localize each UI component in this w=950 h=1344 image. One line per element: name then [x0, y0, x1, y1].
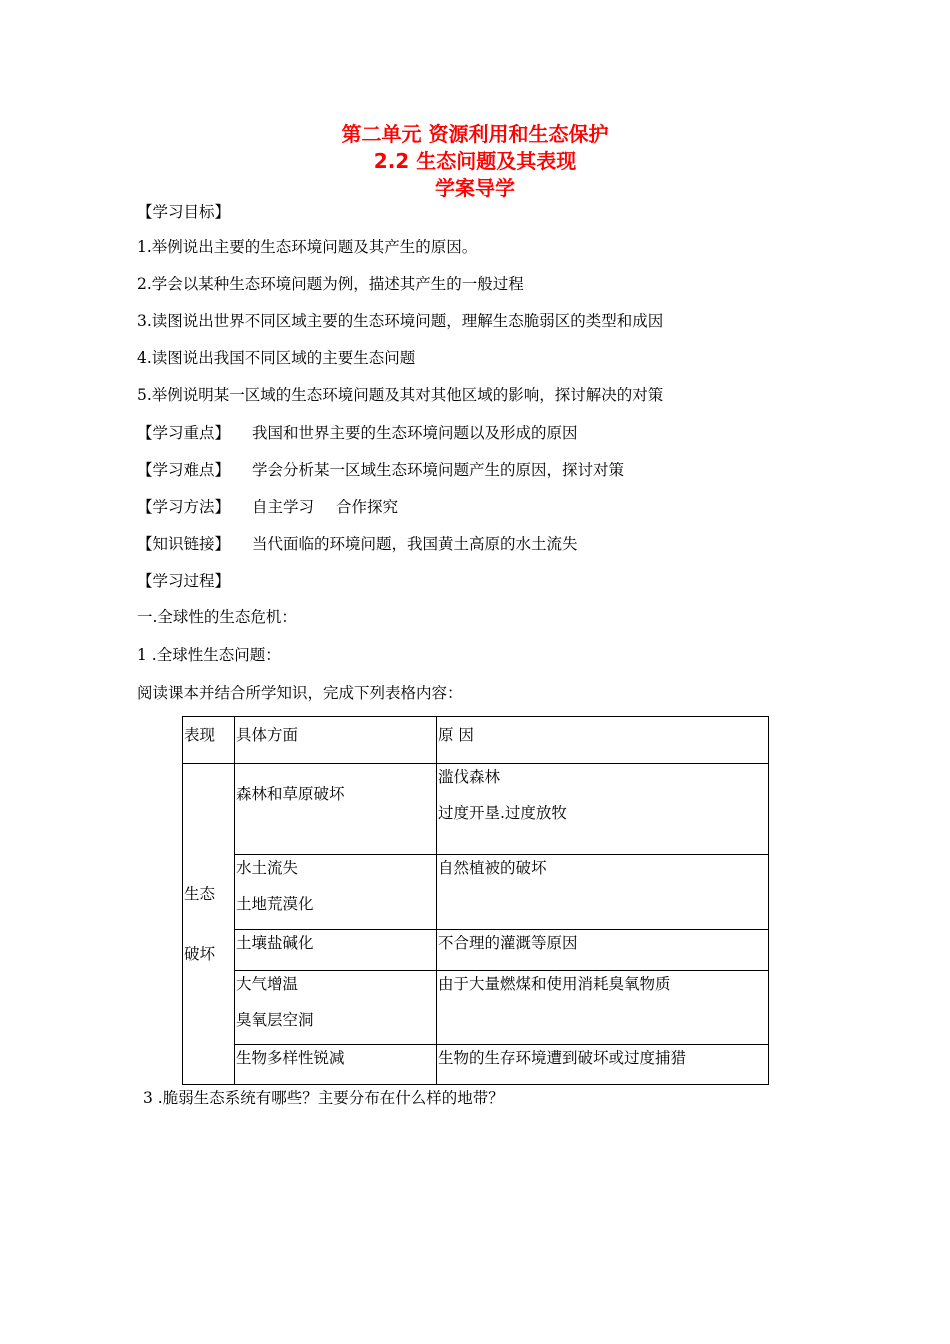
table-row — [183, 855, 769, 930]
knowledge-link-line — [137, 534, 578, 554]
page-title-guide: 学案导学 — [435, 176, 515, 200]
key-point-line — [137, 423, 578, 443]
objectives-heading: 【学习目标】 — [137, 203, 231, 221]
method-label: 【学习方法】 — [137, 498, 231, 516]
table-row — [183, 930, 769, 971]
header-cell: 具体方面 — [235, 717, 437, 764]
group-label-cell — [183, 764, 235, 1085]
difficulty-label: 【学习难点】 — [137, 461, 231, 479]
section-heading: 一.全球性的生态危机： — [137, 608, 297, 626]
objective-item: 5.举例说明某一区域的生态环境问题及其对其他区域的影响，探讨解决的对策 — [137, 386, 664, 404]
group-label-line: 破坏 — [184, 945, 216, 963]
group-label-line: 生态 — [184, 885, 216, 903]
cause-cell — [437, 971, 769, 1045]
objective-item: 1.举例说出主要的生态环境问题及其产生的原因。 — [137, 238, 478, 256]
difficulty-text: 学会分析某一区域生态环境问题产生的原因，探讨对策 — [252, 461, 625, 479]
cause-text: 自然植被的破坏 — [438, 859, 547, 877]
knowledge-link-text: 当代面临的环境问题，我国黄土高原的水土流失 — [252, 535, 578, 553]
key-point-label: 【学习重点】 — [137, 424, 231, 442]
difficulty-line — [137, 460, 624, 480]
table-row — [183, 971, 769, 1045]
eco-problems-table — [182, 716, 769, 1085]
cause-text: 不合理的灌溉等原因 — [438, 934, 578, 952]
aspect-cell — [235, 930, 437, 971]
process-heading: 【学习过程】 — [137, 572, 231, 590]
subsection-heading: 1 .全球性生态问题： — [137, 646, 281, 664]
header-cell: 表现 — [183, 717, 235, 764]
header-cell: 原 因 — [437, 717, 769, 764]
aspect-text: 臭氧层空洞 — [236, 1011, 314, 1029]
cause-cell — [437, 855, 769, 930]
cause-text: 过度开垦.过度放牧 — [438, 804, 567, 822]
cause-text: 由于大量燃煤和使用消耗臭氧物质 — [438, 975, 671, 993]
aspect-text: 土壤盐碱化 — [236, 934, 314, 952]
aspect-cell — [235, 971, 437, 1045]
method-text-2: 合作探究 — [336, 498, 399, 516]
aspect-text: 森林和草原破坏 — [236, 785, 345, 803]
key-point-text: 我国和世界主要的生态环境问题以及形成的原因 — [252, 424, 578, 442]
table-row — [183, 764, 769, 855]
cause-cell — [437, 1045, 769, 1085]
method-line — [137, 497, 398, 517]
question-3: 3 .脆弱生态系统有哪些？主要分布在什么样的地带？ — [143, 1089, 504, 1107]
cause-cell — [437, 930, 769, 971]
aspect-text: 土地荒漠化 — [236, 895, 314, 913]
aspect-text: 水土流失 — [236, 859, 299, 877]
cause-text: 生物的生存环境遭到破坏或过度捕猎 — [438, 1049, 687, 1067]
objective-item: 4.读图说出我国不同区域的主要生态问题 — [137, 349, 416, 367]
table-header-row — [183, 717, 769, 764]
knowledge-link-label: 【知识链接】 — [137, 535, 231, 553]
objective-item: 2.学会以某种生态环境问题为例，描述其产生的一般过程 — [137, 275, 524, 293]
aspect-text: 生物多样性锐减 — [236, 1049, 345, 1067]
method-text-1: 自主学习 — [252, 498, 315, 516]
page-title-lesson: 2.2 生态问题及其表现 — [373, 149, 577, 173]
aspect-cell — [235, 855, 437, 930]
page-title-unit: 第二单元 资源利用和生态保护 — [341, 122, 609, 146]
aspect-cell — [235, 1045, 437, 1085]
aspect-text: 大气增温 — [236, 975, 299, 993]
cause-cell — [437, 764, 769, 855]
cause-text: 滥伐森林 — [438, 768, 501, 786]
aspect-cell — [235, 764, 437, 855]
objective-item: 3.读图说出世界不同区域主要的生态环境问题，理解生态脆弱区的类型和成因 — [137, 312, 664, 330]
table-row — [183, 1045, 769, 1085]
table-instruction: 阅读课本并结合所学知识，完成下列表格内容： — [137, 684, 463, 702]
